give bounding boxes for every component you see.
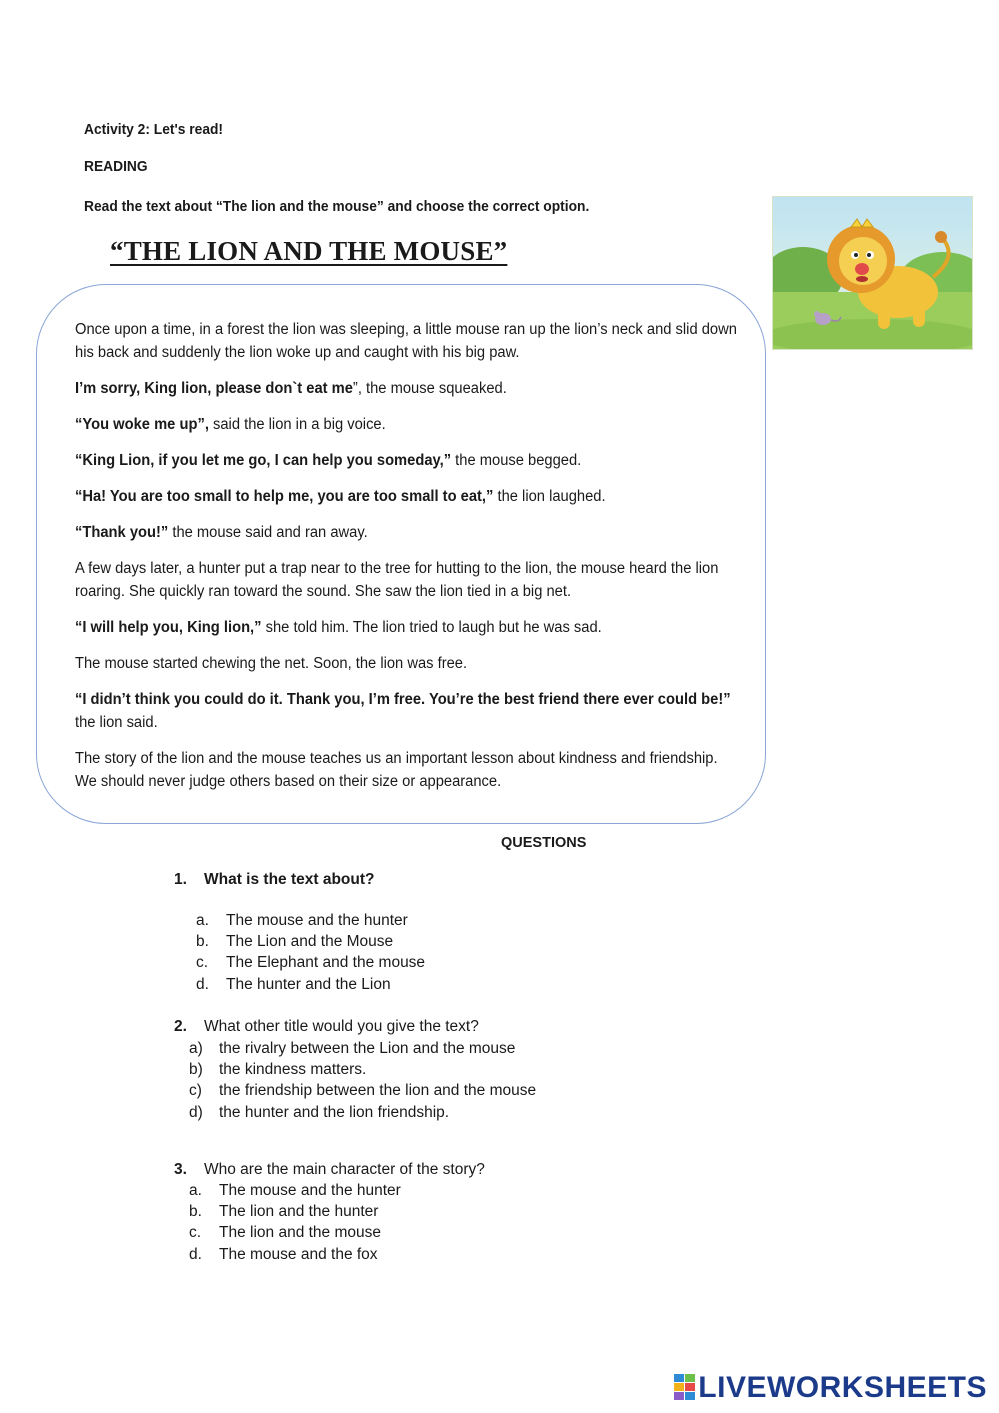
question-text: What other title would you give the text? — [204, 1018, 479, 1035]
question-1 — [174, 869, 375, 890]
story-paragraph: “I will help you, King lion,” she told him. The lion tried to laugh but he was sad. — [75, 619, 602, 636]
option-item[interactable]: c) the friendship between the lion and the mouse — [189, 1082, 537, 1100]
brand-logo[interactable] — [674, 1371, 987, 1405]
option-item[interactable]: a) the rivalry between the Lion and the mouse — [189, 1040, 516, 1057]
option-item[interactable]: c. The Elephant and the mouse — [196, 954, 426, 972]
option-item[interactable]: a. The mouse and the hunter — [189, 1182, 401, 1199]
questions-heading: QUESTIONS — [501, 835, 587, 851]
option-item[interactable]: b. The Lion and the Mouse — [196, 933, 394, 951]
brand-mark-icon — [674, 1374, 696, 1400]
story-paragraph: The mouse started chewing the net. Soon, the lion was free. — [75, 655, 468, 672]
option-item[interactable]: d. The hunter and the Lion — [196, 975, 391, 993]
lion-mouse-picture — [773, 197, 972, 349]
option-item[interactable]: a. The mouse and the hunter — [196, 912, 408, 929]
story-paragraph: “King Lion, if you let me go, I can help you someday,” the mouse begged. — [75, 452, 582, 469]
question-number: 1. — [174, 871, 187, 888]
brand-name: LIVEWORKSHEETS — [698, 1371, 987, 1404]
story-paragraph: “I didn’t think you could do it. Thank you, I’m free. You’re the best friend there ever could be!” the lion said. — [75, 691, 731, 731]
question-2-options — [189, 1038, 536, 1123]
question-2 — [174, 1016, 479, 1037]
section-label: READING — [84, 158, 148, 175]
question-number: 3. — [174, 1161, 187, 1178]
question-3 — [174, 1159, 485, 1180]
story-paragraph: “Ha! You are too small to help me, you are too small to eat,” the lion laughed. — [75, 488, 606, 505]
question-number: 2. — [174, 1018, 187, 1035]
story-title: “THE LION AND THE MOUSE” — [110, 236, 508, 266]
question-text: Who are the main character of the story? — [204, 1161, 485, 1178]
story-paragraph: “Thank you!” the mouse said and ran away. — [75, 524, 368, 541]
option-item[interactable]: d. The mouse and the fox — [189, 1245, 378, 1263]
question-1-options — [196, 910, 425, 995]
story-text — [75, 318, 740, 806]
activity-label: Activity 2: Let's read! — [84, 121, 224, 138]
option-item[interactable]: b) the kindness matters. — [189, 1061, 367, 1079]
story-paragraph: A few days later, a hunter put a trap near to the tree for hutting to the lion, the mouse heard the lion roaring. She quickly ran toward the sound. She saw the lion tied in a big net. — [75, 560, 719, 600]
story-paragraph: The story of the lion and the mouse teaches us an important lesson about kindness and friendship. We should never judge others based on their size or appearance. — [75, 750, 718, 790]
option-item[interactable]: b. The lion and the hunter — [189, 1203, 379, 1221]
lion-illustration — [772, 196, 973, 350]
story-paragraph: “You woke me up”, said the lion in a big voice. — [75, 416, 386, 433]
question-text: What is the text about? — [204, 871, 375, 888]
story-paragraph: I’m sorry, King lion, please don`t eat me”, the mouse squeaked. — [75, 380, 507, 397]
instruction-text: Read the text about “The lion and the mouse” and choose the correct option. — [84, 198, 590, 215]
question-3-options — [189, 1180, 401, 1265]
option-item[interactable]: d) the hunter and the lion friendship. — [189, 1103, 450, 1121]
option-item[interactable]: c. The lion and the mouse — [189, 1224, 381, 1242]
story-paragraph: Once upon a time, in a forest the lion was sleeping, a little mouse ran up the lion’s neck and slid down his back and suddenly the lion woke up and caught with his big paw. — [75, 321, 737, 361]
